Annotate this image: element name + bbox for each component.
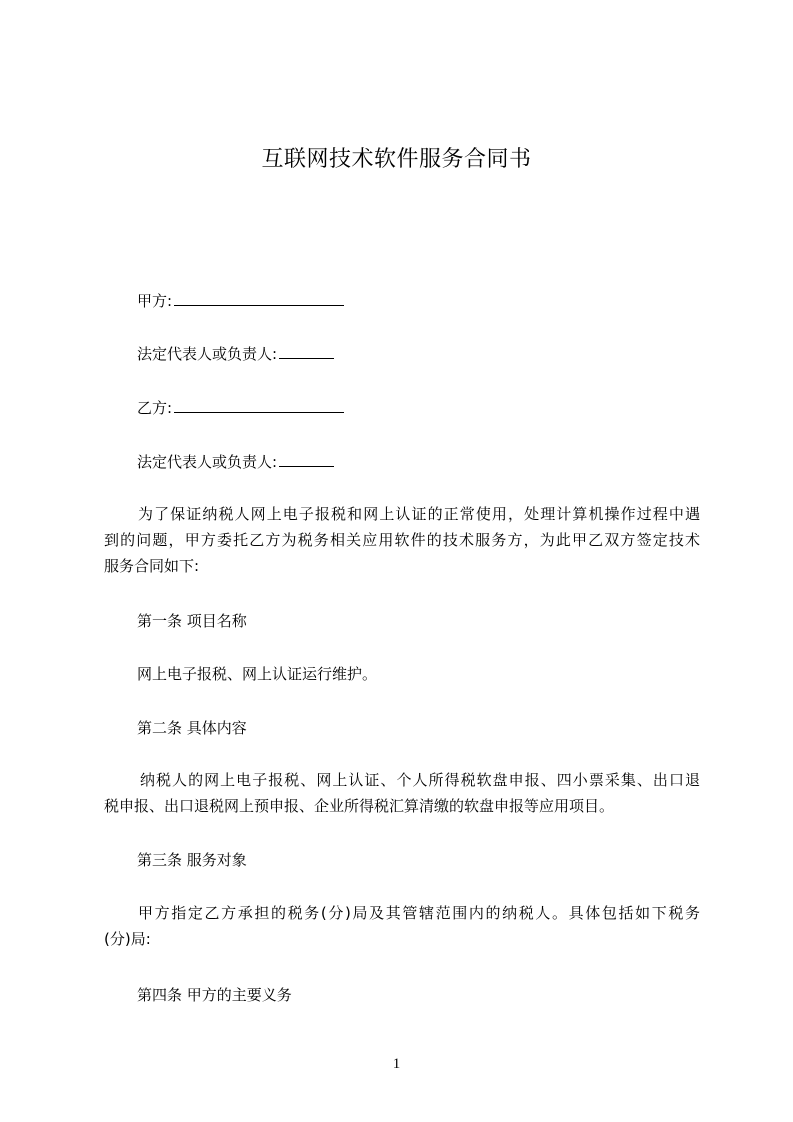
intro-line: 到的问题，甲方委托乙方为税务相关应用软件的技术服务方，为此甲乙双方签定技术 <box>104 531 700 549</box>
party-a-blank <box>174 291 344 306</box>
article-2-heading: 第二条 具体内容 <box>137 719 247 737</box>
article-3-line: 甲方指定乙方承担的税务(分)局及其管辖范围内的纳税人。具体包括如下税务 <box>138 904 700 922</box>
intro-line: 为了保证纳税人网上电子报税和网上认证的正常使用，处理计算机操作过程中遇 <box>138 505 700 523</box>
party-a-rep-field <box>137 344 334 364</box>
party-a-rep-blank <box>279 344 334 359</box>
party-b-rep-blank <box>279 452 334 467</box>
page-number: 1 <box>392 1056 401 1072</box>
party-b-rep-field <box>137 452 334 472</box>
party-b-blank <box>174 398 344 413</box>
article-3-body <box>104 900 700 952</box>
article-1-heading: 第一条 项目名称 <box>137 612 247 630</box>
article-3-line: (分)局: <box>104 930 151 948</box>
party-a-label: 甲方: <box>137 292 173 310</box>
party-b-label: 乙方: <box>137 399 173 417</box>
document-title: 互联网技术软件服务合同书 <box>261 147 532 172</box>
article-3-heading: 第三条 服务对象 <box>137 851 247 869</box>
party-b-field <box>137 398 344 418</box>
party-a-rep-label: 法定代表人或负责人: <box>137 345 278 363</box>
article-2-line: 纳税人的网上电子报税、网上认证、个人所得税软盘申报、四小票采集、出口退 <box>140 771 700 789</box>
intro-line: 服务合同如下: <box>104 557 200 575</box>
article-4-heading: 第四条 甲方的主要义务 <box>137 986 292 1004</box>
article-2-line: 税申报、出口退税网上预申报、企业所得税汇算清缴的软盘申报等应用项目。 <box>104 797 615 815</box>
article-2-body <box>104 767 700 819</box>
intro-paragraph <box>104 501 700 579</box>
party-a-field <box>137 291 344 311</box>
article-1-body: 网上电子报税、网上认证运行维护。 <box>137 665 378 683</box>
party-b-rep-label: 法定代表人或负责人: <box>137 453 278 471</box>
